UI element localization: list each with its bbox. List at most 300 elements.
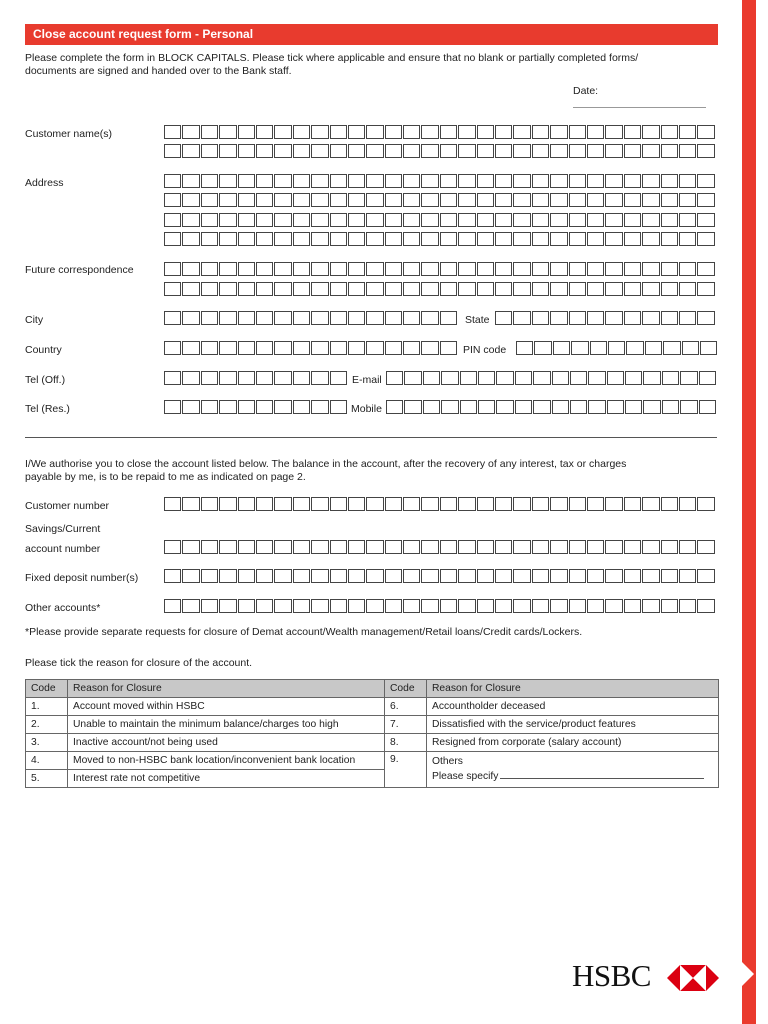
char-box[interactable]: [697, 497, 714, 511]
char-box[interactable]: [219, 599, 236, 613]
char-box[interactable]: [403, 144, 420, 158]
char-box[interactable]: [201, 311, 218, 325]
char-box[interactable]: [513, 311, 530, 325]
char-box[interactable]: [164, 232, 181, 246]
char-box[interactable]: [293, 311, 310, 325]
char-box[interactable]: [642, 540, 659, 554]
char-box[interactable]: [311, 569, 328, 583]
char-box[interactable]: [532, 311, 549, 325]
char-box[interactable]: [182, 232, 199, 246]
char-box[interactable]: [477, 174, 494, 188]
char-box[interactable]: [256, 371, 273, 385]
char-box[interactable]: [421, 282, 438, 296]
char-box[interactable]: [605, 193, 622, 207]
char-box[interactable]: [256, 400, 273, 414]
customer-name-line-2-boxes[interactable]: [164, 144, 716, 158]
char-box[interactable]: [201, 400, 218, 414]
char-box[interactable]: [293, 540, 310, 554]
char-box[interactable]: [421, 262, 438, 276]
char-box[interactable]: [385, 282, 402, 296]
char-box[interactable]: [661, 311, 678, 325]
char-box[interactable]: [256, 282, 273, 296]
char-box[interactable]: [569, 213, 586, 227]
char-box[interactable]: [513, 540, 530, 554]
char-box[interactable]: [256, 311, 273, 325]
char-box[interactable]: [569, 174, 586, 188]
char-box[interactable]: [697, 213, 714, 227]
char-box[interactable]: [661, 497, 678, 511]
char-box[interactable]: [642, 174, 659, 188]
char-box[interactable]: [680, 400, 697, 414]
char-box[interactable]: [274, 125, 291, 139]
char-box[interactable]: [662, 371, 679, 385]
char-box[interactable]: [293, 341, 310, 355]
char-box[interactable]: [330, 174, 347, 188]
char-box[interactable]: [642, 125, 659, 139]
char-box[interactable]: [182, 599, 199, 613]
char-box[interactable]: [605, 144, 622, 158]
char-box[interactable]: [477, 125, 494, 139]
char-box[interactable]: [662, 400, 679, 414]
char-box[interactable]: [421, 213, 438, 227]
char-box[interactable]: [238, 371, 255, 385]
char-box[interactable]: [643, 400, 660, 414]
fixed-deposit-boxes[interactable]: [164, 569, 716, 583]
char-box[interactable]: [238, 497, 255, 511]
char-box[interactable]: [661, 262, 678, 276]
char-box[interactable]: [293, 125, 310, 139]
char-box[interactable]: [164, 540, 181, 554]
char-box[interactable]: [624, 213, 641, 227]
reason-cell[interactable]: Resigned from corporate (salary account): [427, 734, 719, 752]
char-box[interactable]: [626, 341, 643, 355]
char-box[interactable]: [550, 311, 567, 325]
table-row[interactable]: [26, 734, 719, 752]
char-box[interactable]: [385, 193, 402, 207]
char-box[interactable]: [587, 213, 604, 227]
char-box[interactable]: [624, 125, 641, 139]
char-box[interactable]: [587, 232, 604, 246]
char-box[interactable]: [385, 174, 402, 188]
char-box[interactable]: [679, 311, 696, 325]
char-box[interactable]: [403, 599, 420, 613]
char-box[interactable]: [679, 262, 696, 276]
char-box[interactable]: [274, 174, 291, 188]
char-box[interactable]: [403, 262, 420, 276]
char-box[interactable]: [201, 371, 218, 385]
char-box[interactable]: [219, 193, 236, 207]
char-box[interactable]: [293, 262, 310, 276]
char-box[interactable]: [366, 497, 383, 511]
char-box[interactable]: [164, 497, 181, 511]
char-box[interactable]: [587, 144, 604, 158]
char-box[interactable]: [605, 232, 622, 246]
char-box[interactable]: [403, 497, 420, 511]
char-box[interactable]: [311, 599, 328, 613]
char-box[interactable]: [238, 193, 255, 207]
char-box[interactable]: [164, 569, 181, 583]
char-box[interactable]: [458, 282, 475, 296]
char-box[interactable]: [348, 341, 365, 355]
char-box[interactable]: [440, 497, 457, 511]
char-box[interactable]: [421, 193, 438, 207]
char-box[interactable]: [421, 144, 438, 158]
char-box[interactable]: [608, 341, 625, 355]
char-box[interactable]: [201, 232, 218, 246]
char-box[interactable]: [642, 569, 659, 583]
char-box[interactable]: [570, 400, 587, 414]
char-box[interactable]: [550, 213, 567, 227]
char-box[interactable]: [256, 341, 273, 355]
char-box[interactable]: [587, 262, 604, 276]
char-box[interactable]: [330, 282, 347, 296]
char-box[interactable]: [569, 125, 586, 139]
char-box[interactable]: [385, 569, 402, 583]
char-box[interactable]: [697, 599, 714, 613]
char-box[interactable]: [201, 497, 218, 511]
char-box[interactable]: [513, 213, 530, 227]
mobile-boxes[interactable]: [386, 400, 717, 414]
char-box[interactable]: [661, 569, 678, 583]
char-box[interactable]: [495, 262, 512, 276]
char-box[interactable]: [532, 213, 549, 227]
char-box[interactable]: [570, 371, 587, 385]
char-box[interactable]: [532, 232, 549, 246]
char-box[interactable]: [550, 282, 567, 296]
char-box[interactable]: [532, 144, 549, 158]
char-box[interactable]: [569, 262, 586, 276]
char-box[interactable]: [679, 540, 696, 554]
char-box[interactable]: [477, 213, 494, 227]
char-box[interactable]: [625, 400, 642, 414]
char-box[interactable]: [330, 232, 347, 246]
char-box[interactable]: [495, 174, 512, 188]
char-box[interactable]: [679, 497, 696, 511]
char-box[interactable]: [679, 125, 696, 139]
char-box[interactable]: [513, 497, 530, 511]
pin-code-boxes[interactable]: [516, 341, 718, 355]
char-box[interactable]: [697, 174, 714, 188]
char-box[interactable]: [697, 262, 714, 276]
char-box[interactable]: [495, 311, 512, 325]
char-box[interactable]: [550, 497, 567, 511]
char-box[interactable]: [587, 125, 604, 139]
char-box[interactable]: [238, 341, 255, 355]
char-box[interactable]: [515, 400, 532, 414]
char-box[interactable]: [311, 371, 328, 385]
char-box[interactable]: [642, 213, 659, 227]
char-box[interactable]: [532, 174, 549, 188]
char-box[interactable]: [421, 232, 438, 246]
char-box[interactable]: [624, 174, 641, 188]
char-box[interactable]: [624, 311, 641, 325]
customer-number-boxes[interactable]: [164, 497, 716, 511]
char-box[interactable]: [293, 497, 310, 511]
char-box[interactable]: [293, 400, 310, 414]
char-box[interactable]: [624, 569, 641, 583]
char-box[interactable]: [421, 311, 438, 325]
char-box[interactable]: [311, 213, 328, 227]
char-box[interactable]: [605, 125, 622, 139]
char-box[interactable]: [642, 599, 659, 613]
char-box[interactable]: [605, 599, 622, 613]
char-box[interactable]: [182, 174, 199, 188]
char-box[interactable]: [274, 311, 291, 325]
char-box[interactable]: [385, 497, 402, 511]
char-box[interactable]: [311, 232, 328, 246]
char-box[interactable]: [366, 193, 383, 207]
char-box[interactable]: [458, 232, 475, 246]
char-box[interactable]: [366, 569, 383, 583]
char-box[interactable]: [460, 371, 477, 385]
char-box[interactable]: [293, 371, 310, 385]
char-box[interactable]: [274, 341, 291, 355]
char-box[interactable]: [219, 341, 236, 355]
char-box[interactable]: [182, 213, 199, 227]
char-box[interactable]: [274, 497, 291, 511]
char-box[interactable]: [403, 213, 420, 227]
char-box[interactable]: [421, 569, 438, 583]
char-box[interactable]: [571, 341, 588, 355]
char-box[interactable]: [403, 341, 420, 355]
char-box[interactable]: [311, 193, 328, 207]
reason-cell[interactable]: Moved to non-HSBC bank location/inconvenient bank location: [68, 752, 385, 770]
char-box[interactable]: [587, 540, 604, 554]
char-box[interactable]: [330, 497, 347, 511]
char-box[interactable]: [679, 232, 696, 246]
char-box[interactable]: [256, 232, 273, 246]
char-box[interactable]: [182, 262, 199, 276]
char-box[interactable]: [513, 569, 530, 583]
char-box[interactable]: [605, 311, 622, 325]
char-box[interactable]: [201, 282, 218, 296]
char-box[interactable]: [460, 400, 477, 414]
char-box[interactable]: [330, 341, 347, 355]
char-box[interactable]: [164, 599, 181, 613]
char-box[interactable]: [532, 599, 549, 613]
char-box[interactable]: [366, 599, 383, 613]
char-box[interactable]: [679, 599, 696, 613]
char-box[interactable]: [238, 569, 255, 583]
char-box[interactable]: [478, 371, 495, 385]
char-box[interactable]: [495, 213, 512, 227]
char-box[interactable]: [256, 599, 273, 613]
char-box[interactable]: [478, 400, 495, 414]
char-box[interactable]: [587, 193, 604, 207]
char-box[interactable]: [293, 232, 310, 246]
char-box[interactable]: [293, 213, 310, 227]
char-box[interactable]: [385, 599, 402, 613]
char-box[interactable]: [348, 144, 365, 158]
char-box[interactable]: [569, 569, 586, 583]
char-box[interactable]: [219, 282, 236, 296]
char-box[interactable]: [330, 125, 347, 139]
char-box[interactable]: [495, 232, 512, 246]
address-line-4-boxes[interactable]: [164, 232, 716, 246]
char-box[interactable]: [385, 232, 402, 246]
char-box[interactable]: [458, 213, 475, 227]
char-box[interactable]: [274, 144, 291, 158]
char-box[interactable]: [477, 599, 494, 613]
char-box[interactable]: [348, 125, 365, 139]
char-box[interactable]: [697, 282, 714, 296]
char-box[interactable]: [348, 174, 365, 188]
table-row[interactable]: [26, 698, 719, 716]
char-box[interactable]: [552, 371, 569, 385]
char-box[interactable]: [513, 262, 530, 276]
char-box[interactable]: [311, 262, 328, 276]
char-box[interactable]: [440, 174, 457, 188]
char-box[interactable]: [458, 569, 475, 583]
char-box[interactable]: [550, 540, 567, 554]
char-box[interactable]: [238, 599, 255, 613]
char-box[interactable]: [238, 262, 255, 276]
city-boxes[interactable]: [164, 311, 458, 325]
savings-current-account-boxes[interactable]: [164, 540, 716, 554]
char-box[interactable]: [642, 232, 659, 246]
char-box[interactable]: [311, 144, 328, 158]
char-box[interactable]: [642, 193, 659, 207]
char-box[interactable]: [311, 341, 328, 355]
char-box[interactable]: [404, 400, 421, 414]
future-correspondence-line-2-boxes[interactable]: [164, 282, 716, 296]
char-box[interactable]: [238, 232, 255, 246]
char-box[interactable]: [495, 540, 512, 554]
char-box[interactable]: [311, 174, 328, 188]
char-box[interactable]: [219, 371, 236, 385]
char-box[interactable]: [330, 540, 347, 554]
char-box[interactable]: [550, 193, 567, 207]
reason-cell[interactable]: Dissatisfied with the service/product features: [427, 716, 719, 734]
char-box[interactable]: [330, 599, 347, 613]
char-box[interactable]: [385, 213, 402, 227]
char-box[interactable]: [385, 540, 402, 554]
char-box[interactable]: [182, 497, 199, 511]
char-box[interactable]: [311, 125, 328, 139]
char-box[interactable]: [330, 371, 347, 385]
char-box[interactable]: [256, 213, 273, 227]
char-box[interactable]: [330, 144, 347, 158]
char-box[interactable]: [679, 193, 696, 207]
char-box[interactable]: [238, 540, 255, 554]
char-box[interactable]: [590, 341, 607, 355]
char-box[interactable]: [293, 282, 310, 296]
char-box[interactable]: [697, 540, 714, 554]
char-box[interactable]: [274, 232, 291, 246]
char-box[interactable]: [348, 213, 365, 227]
char-box[interactable]: [569, 311, 586, 325]
char-box[interactable]: [458, 144, 475, 158]
date-field[interactable]: [573, 107, 706, 108]
char-box[interactable]: [440, 262, 457, 276]
char-box[interactable]: [293, 569, 310, 583]
char-box[interactable]: [458, 125, 475, 139]
char-box[interactable]: [643, 371, 660, 385]
char-box[interactable]: [607, 371, 624, 385]
char-box[interactable]: [403, 193, 420, 207]
char-box[interactable]: [164, 400, 181, 414]
char-box[interactable]: [201, 341, 218, 355]
char-box[interactable]: [182, 311, 199, 325]
char-box[interactable]: [386, 371, 403, 385]
char-box[interactable]: [330, 400, 347, 414]
char-box[interactable]: [663, 341, 680, 355]
char-box[interactable]: [219, 174, 236, 188]
char-box[interactable]: [624, 262, 641, 276]
char-box[interactable]: [458, 193, 475, 207]
char-box[interactable]: [182, 282, 199, 296]
char-box[interactable]: [624, 232, 641, 246]
char-box[interactable]: [477, 193, 494, 207]
char-box[interactable]: [403, 232, 420, 246]
char-box[interactable]: [605, 497, 622, 511]
char-box[interactable]: [680, 371, 697, 385]
char-box[interactable]: [495, 569, 512, 583]
char-box[interactable]: [588, 400, 605, 414]
char-box[interactable]: [441, 371, 458, 385]
char-box[interactable]: [219, 232, 236, 246]
char-box[interactable]: [348, 540, 365, 554]
char-box[interactable]: [605, 540, 622, 554]
char-box[interactable]: [440, 569, 457, 583]
char-box[interactable]: [661, 125, 678, 139]
char-box[interactable]: [256, 125, 273, 139]
char-box[interactable]: [421, 540, 438, 554]
char-box[interactable]: [532, 569, 549, 583]
reason-cell[interactable]: Inactive account/not being used: [68, 734, 385, 752]
char-box[interactable]: [587, 311, 604, 325]
char-box[interactable]: [274, 371, 291, 385]
char-box[interactable]: [513, 282, 530, 296]
char-box[interactable]: [697, 311, 714, 325]
char-box[interactable]: [533, 400, 550, 414]
char-box[interactable]: [477, 262, 494, 276]
char-box[interactable]: [477, 144, 494, 158]
char-box[interactable]: [201, 540, 218, 554]
other-accounts-boxes[interactable]: [164, 599, 716, 613]
char-box[interactable]: [697, 193, 714, 207]
char-box[interactable]: [274, 569, 291, 583]
char-box[interactable]: [256, 540, 273, 554]
char-box[interactable]: [219, 144, 236, 158]
tel-off-boxes[interactable]: [164, 371, 348, 385]
char-box[interactable]: [440, 311, 457, 325]
char-box[interactable]: [513, 232, 530, 246]
char-box[interactable]: [330, 262, 347, 276]
char-box[interactable]: [532, 125, 549, 139]
address-line-2-boxes[interactable]: [164, 193, 716, 207]
char-box[interactable]: [679, 282, 696, 296]
char-box[interactable]: [423, 371, 440, 385]
char-box[interactable]: [311, 311, 328, 325]
char-box[interactable]: [385, 144, 402, 158]
char-box[interactable]: [552, 400, 569, 414]
char-box[interactable]: [219, 262, 236, 276]
char-box[interactable]: [699, 371, 716, 385]
char-box[interactable]: [403, 174, 420, 188]
char-box[interactable]: [201, 569, 218, 583]
char-box[interactable]: [421, 599, 438, 613]
char-box[interactable]: [238, 144, 255, 158]
char-box[interactable]: [642, 144, 659, 158]
table-row[interactable]: [26, 716, 719, 734]
char-box[interactable]: [201, 174, 218, 188]
char-box[interactable]: [182, 193, 199, 207]
char-box[interactable]: [164, 213, 181, 227]
char-box[interactable]: [403, 282, 420, 296]
char-box[interactable]: [458, 497, 475, 511]
char-box[interactable]: [679, 569, 696, 583]
